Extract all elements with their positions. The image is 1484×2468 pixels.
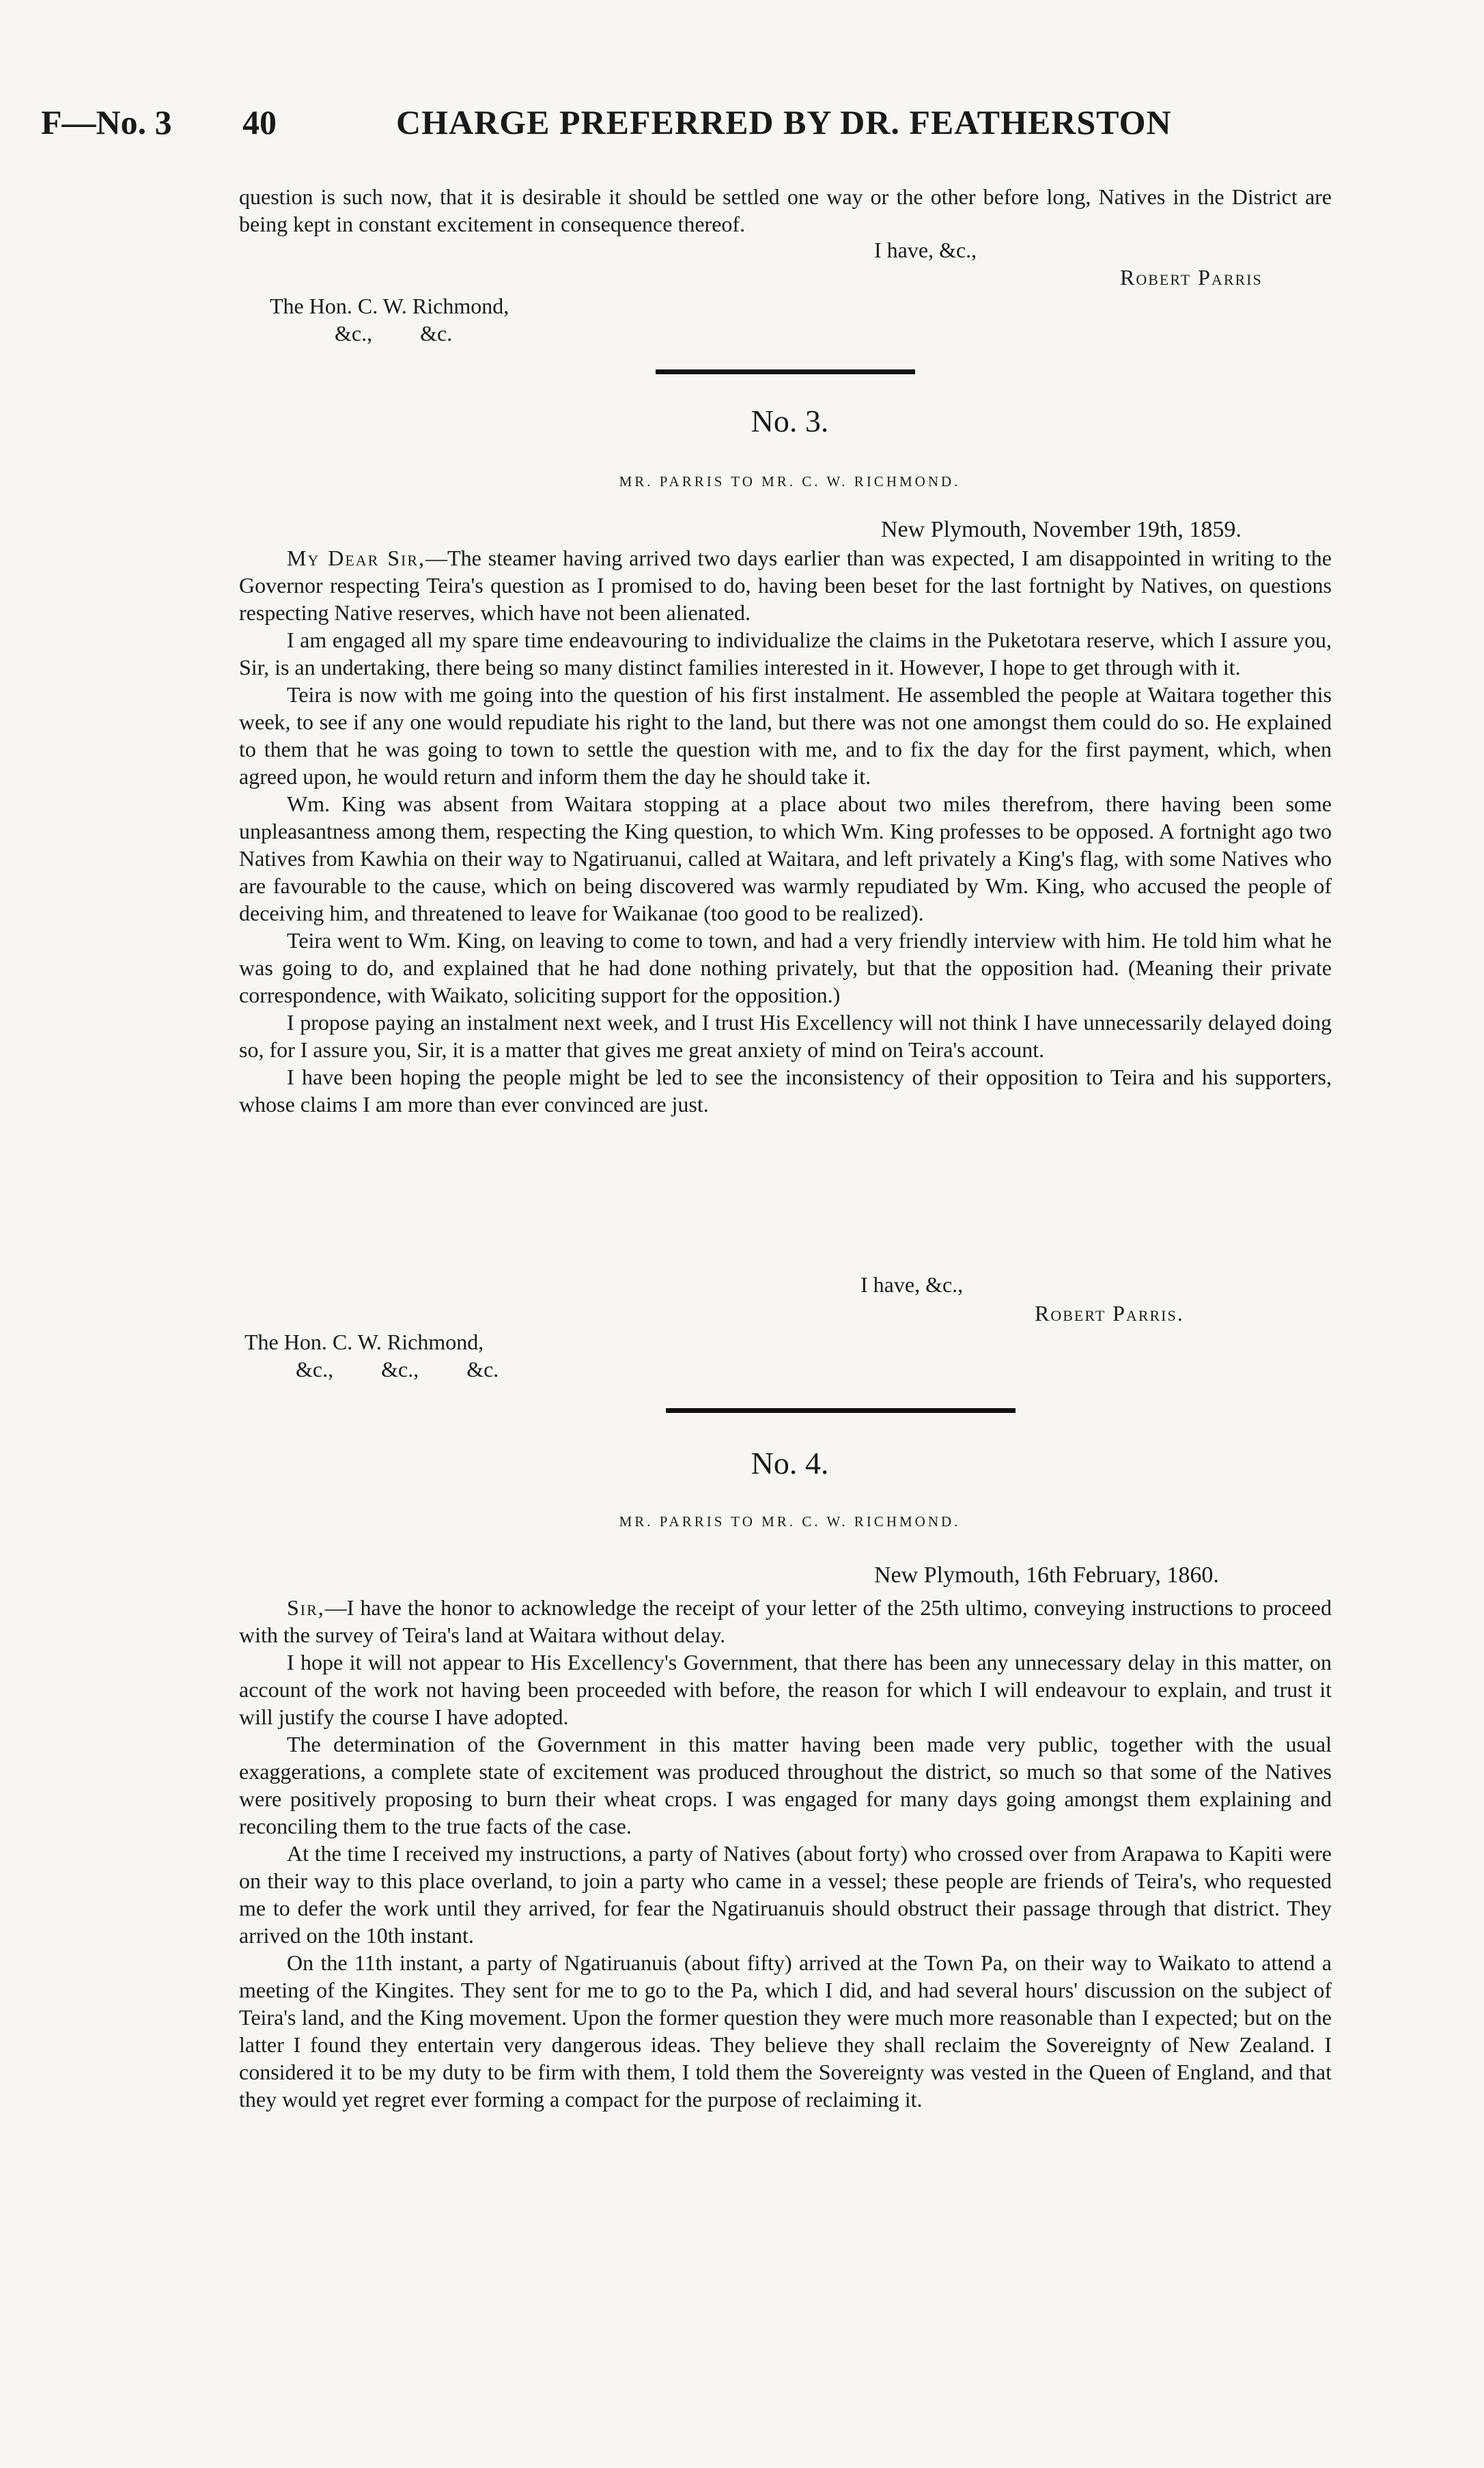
document-number: No. 3. bbox=[751, 404, 829, 438]
addressee: The Hon. C. W. Richmond, bbox=[270, 294, 509, 318]
section-divider bbox=[666, 1408, 1016, 1413]
salutation: Sir, bbox=[287, 1595, 325, 1620]
etc-item: &c., bbox=[296, 1357, 334, 1382]
doc3-addressee-block bbox=[244, 1328, 546, 1383]
dateline: New Plymouth, November 19th, 1859. bbox=[881, 517, 1242, 542]
doc3-closing: I have, &c., bbox=[860, 1272, 964, 1297]
letter1-addressee-block bbox=[270, 292, 509, 347]
paragraph: I hope it will not appear to His Excellency's Government, that there has been any unnecessary delay in this matter, on account of the work not having been proceeded with before, the reason for which I will endeavour to explain, and trust it will justify the course I have adopted. bbox=[239, 1650, 1332, 1729]
doc3-signature: Robert Parris. bbox=[1035, 1301, 1184, 1326]
document-reference: F—No. 3 bbox=[41, 103, 172, 141]
document-subheading: MR. PARRIS TO MR. C. W. RICHMOND. bbox=[619, 1513, 961, 1530]
paragraph: Wm. King was absent from Waitara stopping at a place about two miles therefrom, there having been some unpleasantness among them, respecting the King question, to which Wm. King professes to be opposed. A fortnight ago two Natives from Kawhia on their way to Ngatiruanui, called at Waitara, and left privately a King's flag, with some Natives who are favourable to the cause, which on being discovered was warmly repudiated by Wm. King, who accused the people of deceiving him, and threatened to leave for Waikanae (too good to be realized). bbox=[239, 791, 1332, 925]
doc3-body bbox=[239, 544, 1332, 1118]
page-number: 40 bbox=[242, 103, 277, 141]
letter1-continuation bbox=[239, 183, 1332, 238]
paragraph: I have been hoping the people might be led to see the inconsistency of their opposition to Teira and his supporters, whose claims I am more than ever convinced are just. bbox=[239, 1065, 1332, 1117]
paragraph: The determination of the Government in this matter having been made very public, together with the usual exaggerations, a complete state of excitement was produced throughout the district, so much so that some of the Natives were positively proposing to burn their wheat crops. I was engaged for many days going amongst them explaining and reconciling them to the true facts of the case. bbox=[239, 1732, 1332, 1838]
salutation: My Dear Sir, bbox=[287, 546, 426, 570]
paragraph: I am engaged all my spare time endeavouring to individualize the claims in the Puketotara reserve, which I assure you, Sir, is an undertaking, there being so many distinct families interested in it. However, I hope to get through with it. bbox=[239, 628, 1332, 679]
document-subheading: MR. PARRIS TO MR. C. W. RICHMOND. bbox=[619, 473, 961, 490]
etc-item: &c. bbox=[420, 321, 453, 346]
running-header bbox=[41, 102, 1448, 157]
page-title: CHARGE PREFERRED BY DR. FEATHERSTON bbox=[396, 103, 1172, 141]
etc-item: &c., bbox=[381, 1357, 419, 1382]
dateline: New Plymouth, 16th February, 1860. bbox=[874, 1562, 1219, 1588]
etc-item: &c., bbox=[335, 321, 373, 346]
paragraph: Teira is now with me going into the question of his first instalment. He assembled the people at Waitara together this week, to see if any one would repudiate his right to the land, but there was not one amongst them could do so. He explained to them that he was going to town to settle the question with me, and to fix the day for the first payment, which, when agreed upon, he would return and inform them the day he should take it. bbox=[239, 682, 1332, 789]
paragraph: At the time I received my instructions, a party of Natives (about forty) who crossed over from Arapawa to Kapiti were on their way to this place overland, to join a party who came in a vessel; these people are friends of Teira's, who requested me to defer the work until they arrived, for fear the Ngatiruanuis should obstruct their passage through that district. They arrived on the 10th instant. bbox=[239, 1841, 1332, 1948]
paragraph: On the 11th instant, a party of Ngatiruanuis (about fifty) arrived at the Town Pa, on their way to Waikato to attend a meeting of the Kingites. They sent for me to go to the Pa, which I did, and had several hours' discussion on the subject of Teira's land, and the King movement. Upon the former question they were much more reasonable than I expected; but on the latter I found they entertain very dangerous ideas. They believe they shall reclaim the Sovereignty of New Zealand. I considered it to be my duty to be firm with them, I told them the Sovereignty was vested in the Queen of England, and that they would yet regret ever forming a compact for the purpose of reclaiming it. bbox=[239, 1950, 1332, 2112]
document-number: No. 4. bbox=[751, 1446, 829, 1481]
paragraph: question is such now, that it is desirable it should be settled one way or the other before long, Natives in the District are being kept in constant excitement in consequence thereof. bbox=[239, 184, 1332, 236]
addressee-etc bbox=[244, 1356, 546, 1383]
letter1-signature: Robert Parris bbox=[1120, 265, 1263, 290]
paragraph: Teira went to Wm. King, on leaving to come to town, and had a very friendly interview with him. He told him what he was going to do, and explained that he had done nothing privately, but that the opposition had. (Meaning their private correspondence, with Waikato, soliciting support for the opposition.) bbox=[239, 928, 1332, 1007]
paragraph: I propose paying an instalment next week, and I trust His Excellency will not think I have unnecessarily delayed doing so, for I assure you, Sir, it is a matter that gives me great anxiety of mind on Teira's account. bbox=[239, 1010, 1332, 1062]
paragraph: My Dear Sir,—The steamer having arrived two days earlier than was expected, I am disappointed in writing to the Governor respecting Teira's question as I promised to do, having been beset for the last fortnight by Natives, on questions respecting Native reserves, which have not been alienated. bbox=[239, 546, 1332, 625]
letter1-closing: I have, &c., bbox=[874, 238, 977, 262]
etc-item: &c. bbox=[466, 1357, 499, 1382]
paragraph: Sir,—I have the honor to acknowledge the receipt of your letter of the 25th ultimo, conveying instructions to proceed with the survey of Teira's land at Waitara without delay. bbox=[239, 1595, 1332, 1647]
addressee-etc bbox=[270, 320, 509, 347]
doc4-body bbox=[239, 1594, 1332, 2113]
section-divider bbox=[656, 369, 915, 374]
addressee: The Hon. C. W. Richmond, bbox=[244, 1330, 484, 1354]
